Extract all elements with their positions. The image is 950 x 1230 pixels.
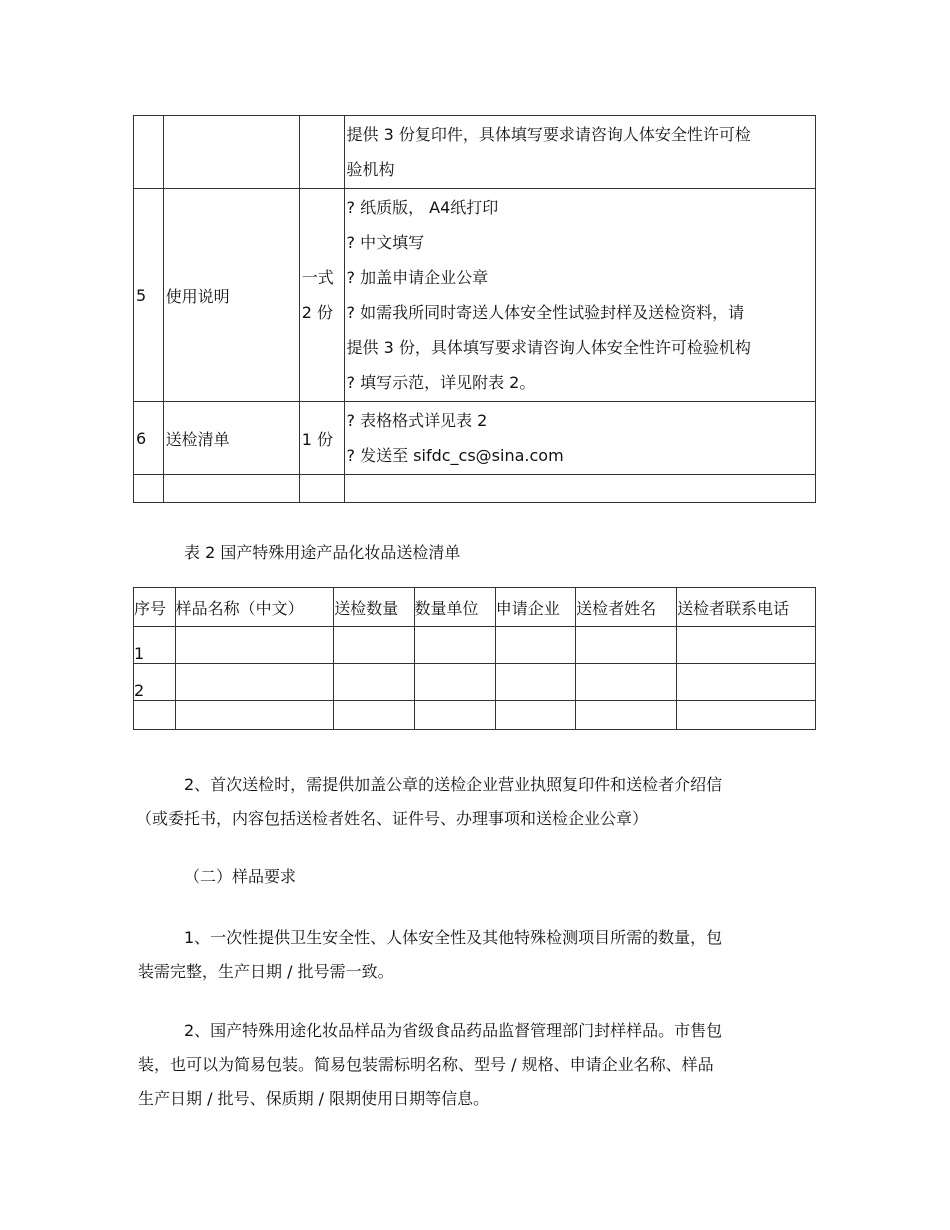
table-cell — [175, 627, 334, 664]
table-cell — [334, 701, 414, 730]
table-cell — [495, 664, 575, 701]
table-cell — [414, 701, 495, 730]
material-name-cell: 送检清单 — [163, 402, 299, 475]
column-header: 申请企业 — [495, 588, 575, 627]
requirement-line: ? 纸质版， A4纸打印 — [346, 198, 499, 217]
requirement-line: ? 填写示范，详见附表 2。 — [346, 373, 536, 392]
requirement-line: ? 发送至 sifdc_cs@sina.com — [346, 446, 564, 465]
quantity-cell — [299, 116, 344, 189]
table-cell — [677, 664, 816, 701]
table-cell — [414, 627, 495, 664]
empty-cell — [163, 475, 299, 503]
table-cell — [576, 701, 677, 730]
requirement-line: ? 表格格式详见表 2 — [346, 411, 488, 430]
paragraph-line: （或委托书，内容包括送检者姓名、证件号、办理事项和送检企业公章） — [136, 809, 649, 828]
requirement-line: 验机构 — [346, 160, 395, 179]
quantity-cell: 1 份 — [299, 402, 344, 475]
requirements-cell — [344, 189, 815, 402]
table-cell — [576, 627, 677, 664]
table-cell — [677, 701, 816, 730]
column-header: 送检者联系电话 — [677, 588, 816, 627]
section-heading: （二）样品要求 — [184, 867, 297, 886]
column-header: 送检数量 — [334, 588, 414, 627]
paragraph-line: 生产日期 / 批号、保质期 / 限期使用日期等信息。 — [138, 1089, 490, 1108]
requirement-line: ? 中文填写 — [346, 233, 425, 252]
submission-list-table — [133, 587, 816, 730]
table-cell — [677, 627, 816, 664]
table-header-row — [134, 588, 816, 627]
column-header: 数量单位 — [414, 588, 495, 627]
row-number-cell: 2 — [134, 664, 176, 701]
row-number-cell: 5 — [134, 189, 164, 402]
requirements-table — [133, 115, 816, 503]
requirements-cell — [344, 116, 815, 189]
row-number-cell — [134, 116, 164, 189]
empty-cell — [134, 475, 164, 503]
table-row — [134, 475, 816, 503]
column-header: 样品名称（中文） — [175, 588, 334, 627]
quantity-cell — [299, 189, 344, 402]
requirement-line: ? 如需我所同时寄送人体安全性试验封样及送检资料，请 — [346, 303, 745, 322]
table-cell — [576, 664, 677, 701]
requirement-line: ? 加盖申请企业公章 — [346, 268, 489, 287]
table-caption: 表 2 国产特殊用途产品化妆品送检清单 — [184, 543, 461, 562]
paragraph-line: 装需完整，生产日期 / 批号需一致。 — [138, 962, 394, 981]
table-row — [134, 627, 816, 664]
table-cell — [495, 627, 575, 664]
column-header: 送检者姓名 — [576, 588, 677, 627]
paragraph-line: 1、一次性提供卫生安全性、人体安全性及其他特殊检测项目所需的数量，包 — [184, 928, 723, 947]
table-row — [134, 189, 816, 402]
requirement-line: 提供 3 份，具体填写要求请咨询人体安全性许可检验机构 — [346, 338, 751, 357]
empty-cell — [344, 475, 815, 503]
paragraph-line: 2、首次送检时，需提供加盖公章的送检企业营业执照复印件和送检者介绍信 — [184, 775, 723, 794]
table-cell — [134, 701, 176, 730]
quantity-line: 2 份 — [301, 303, 334, 322]
row-number-cell: 1 — [134, 627, 176, 664]
requirement-line: 提供 3 份复印件，具体填写要求请咨询人体安全性许可检 — [346, 125, 751, 144]
column-header: 序号 — [134, 588, 176, 627]
paragraph-line: 2、国产特殊用途化妆品样品为省级食品药品监督管理部门封样样品。市售包 — [184, 1021, 723, 1040]
table-row — [134, 701, 816, 730]
quantity-line: 一式 — [301, 268, 334, 287]
paragraph-line: 装，也可以为简易包装。简易包装需标明名称、型号 / 规格、申请企业名称、样品 — [138, 1055, 714, 1074]
row-number-cell: 6 — [134, 402, 164, 475]
table-row — [134, 664, 816, 701]
table-row — [134, 116, 816, 189]
requirements-cell — [344, 402, 815, 475]
material-name-cell: 使用说明 — [163, 189, 299, 402]
table-cell — [334, 664, 414, 701]
table-cell — [175, 701, 334, 730]
table-cell — [175, 664, 334, 701]
table-row — [134, 402, 816, 475]
material-name-cell — [163, 116, 299, 189]
table-cell — [495, 701, 575, 730]
table-cell — [334, 627, 414, 664]
table-cell — [414, 664, 495, 701]
empty-cell — [299, 475, 344, 503]
